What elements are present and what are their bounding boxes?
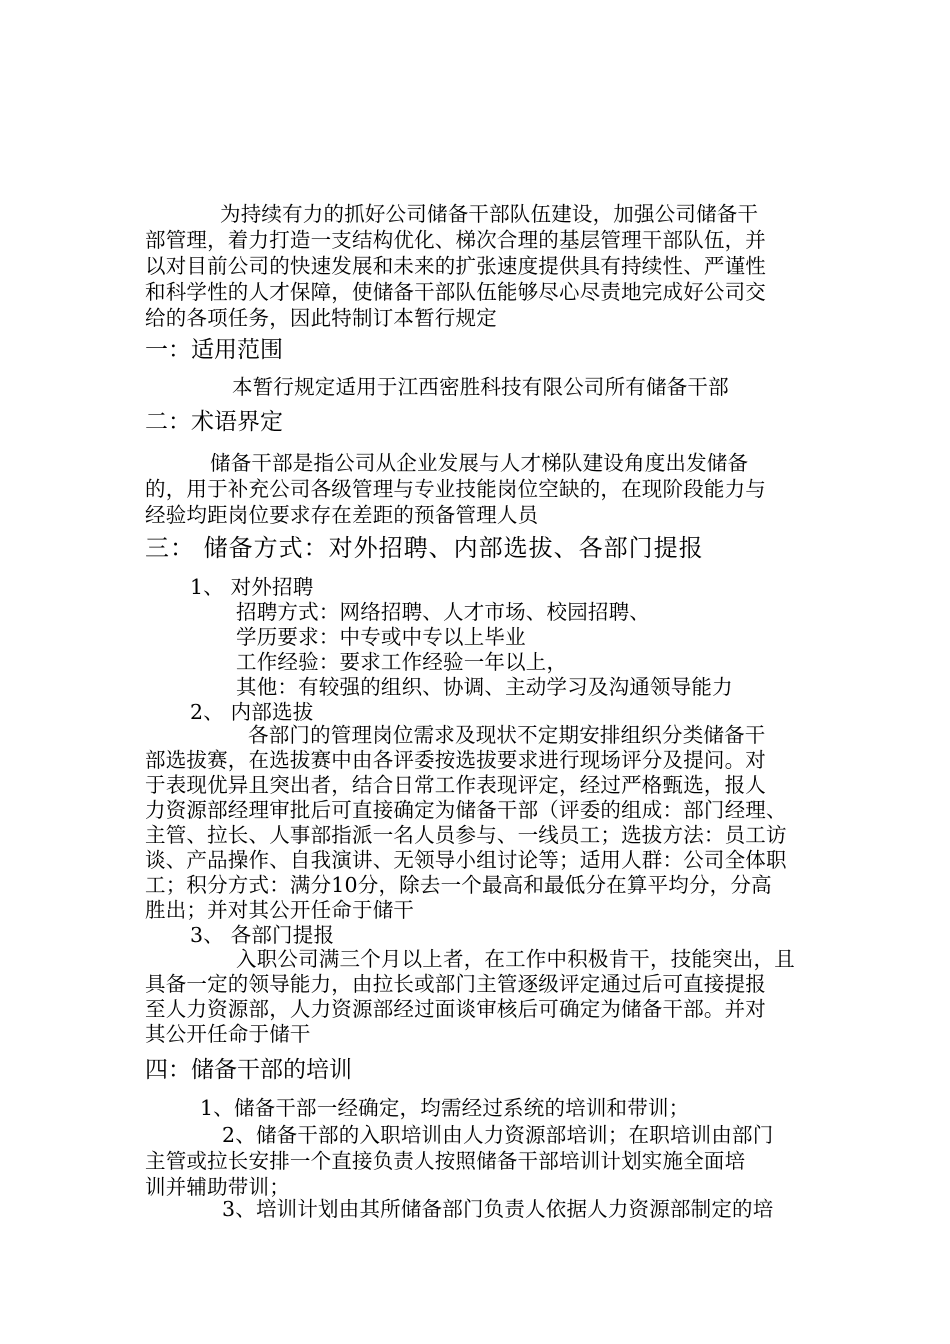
training-line: 主管或拉长安排一个直接负责人按照储备干部培训计划实施全面培 [145, 1149, 746, 1173]
intro-line: 和科学性的人才保障，使储备干部队伍能够尽心尽责地完成好公司交 [145, 280, 766, 304]
department-line: 具备一定的领导能力，由拉长或部门主管逐级评定通过后可直接提报 [145, 972, 766, 996]
terms-line: 经验均距岗位要求存在差距的预备管理人员 [145, 503, 539, 527]
training-line: 训并辅助带训； [145, 1175, 290, 1199]
item-title-department: 3、 各部门提报 [190, 923, 335, 947]
external-line: 招聘方式：网络招聘、人才市场、校园招聘、 [236, 600, 650, 624]
intro-line: 部管理，着力打造一支结构优化、梯次合理的基层管理干部队伍，并 [145, 228, 766, 252]
scope-text: 本暂行规定适用于江西密胜科技有限公司所有储备干部 [232, 375, 729, 399]
section-heading-methods: 三： 储备方式：对外招聘、内部选拔、各部门提报 [145, 534, 704, 562]
internal-line: 各部门的管理岗位需求及现状不定期安排组织分类储备干 [248, 723, 766, 747]
internal-line: 力资源部经理审批后可直接确定为储备干部（评委的组成：部门经理、 [145, 798, 787, 822]
item-title-external: 1、 对外招聘 [190, 575, 314, 599]
terms-line: 的，用于补充公司各级管理与专业技能岗位空缺的，在现阶段能力与 [145, 477, 766, 501]
intro-line: 给的各项任务，因此特制订本暂行规定 [145, 306, 497, 330]
internal-line: 谈、产品操作、自我演讲、无领导小组讨论等；适用人群：公司全体职 [145, 848, 787, 872]
internal-line: 于表现优异且突出者，结合日常工作表现评定，经过严格甄选，报人 [145, 773, 766, 797]
external-line: 学历要求：中专或中专以上毕业 [236, 625, 526, 649]
training-line: 3、培训计划由其所储备部门负责人依据人力资源部制定的培 [222, 1197, 774, 1221]
intro-line: 为持续有力的抓好公司储备干部队伍建设，加强公司储备干 [220, 202, 759, 226]
section-heading-training: 四：储备干部的培训 [145, 1057, 352, 1083]
external-line: 其他：有较强的组织、协调、主动学习及沟通领导能力 [236, 675, 733, 699]
internal-line: 工；积分方式：满分10分，除去一个最高和最低分在算平均分，分高 [145, 873, 772, 897]
intro-line: 以对目前公司的快速发展和未来的扩张速度提供具有持续性、严谨性 [145, 254, 766, 278]
department-line: 至人力资源部，人力资源部经过面谈审核后可确定为储备干部。并对 [145, 997, 766, 1021]
item-title-internal: 2、 内部选拔 [190, 700, 314, 724]
internal-line: 部选拔赛，在选拔赛中由各评委按选拔要求进行现场评分及提问。对 [145, 748, 766, 772]
training-line: 2、储备干部的入职培训由人力资源部培训；在职培训由部门 [222, 1123, 774, 1147]
department-line: 其公开任命于储干 [145, 1022, 311, 1046]
training-line: 1、储备干部一经确定，均需经过系统的培训和带训； [200, 1096, 690, 1120]
terms-line: 储备干部是指公司从企业发展与人才梯队建设角度出发储备 [210, 451, 749, 475]
department-line: 入职公司满三个月以上者，在工作中积极肯干，技能突出，且 [236, 947, 795, 971]
section-heading-scope: 一：适用范围 [145, 337, 283, 363]
section-heading-terms: 二：术语界定 [145, 409, 283, 435]
internal-line: 主管、拉长、人事部指派一名人员参与、一线员工；选拔方法：员工访 [145, 823, 787, 847]
external-line: 工作经验：要求工作经验一年以上， [236, 650, 568, 674]
internal-line: 胜出；并对其公开任命于储干 [145, 898, 415, 922]
